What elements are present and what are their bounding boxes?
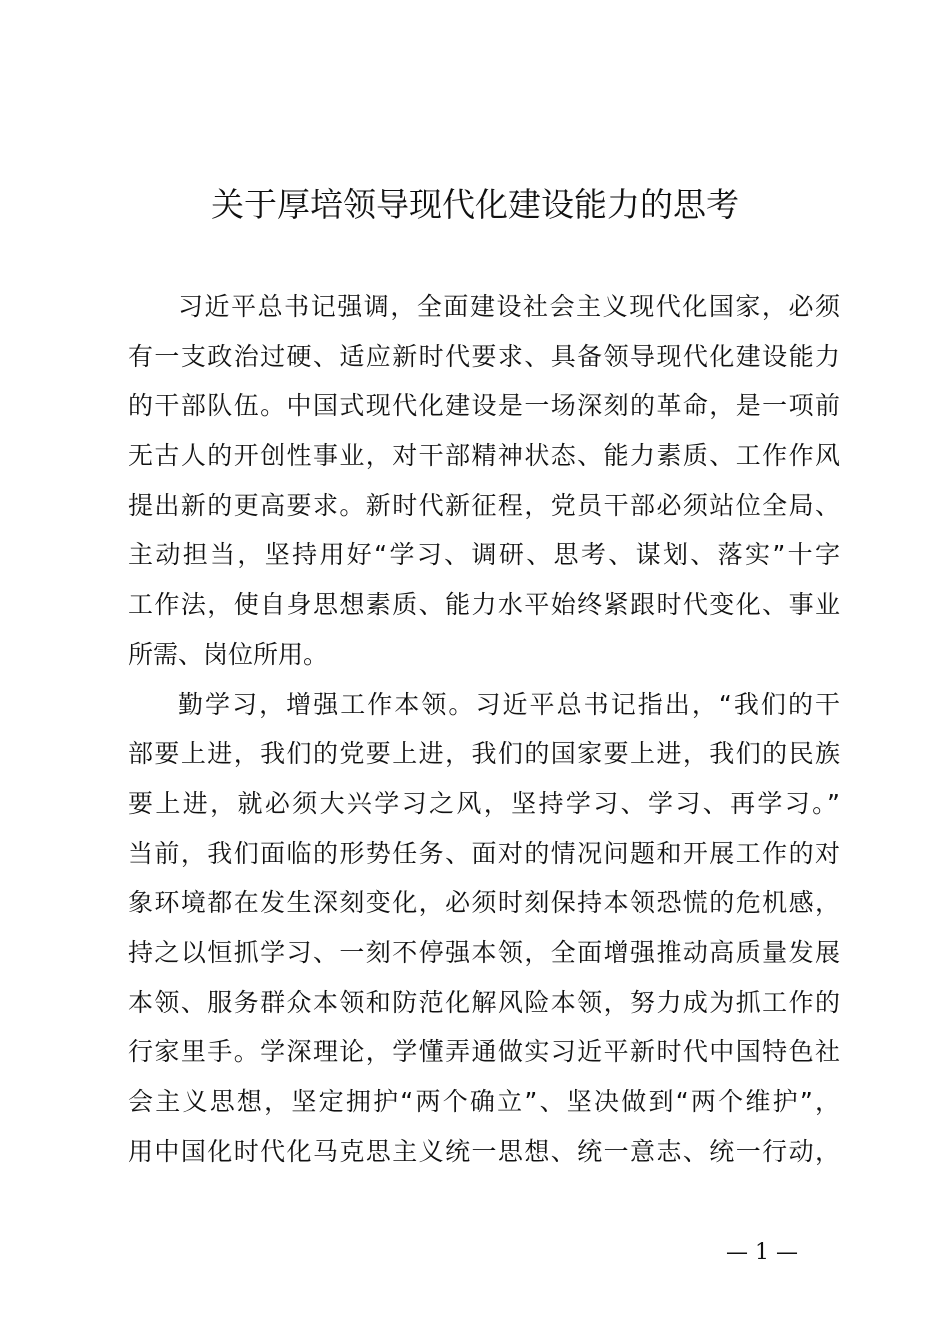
document-body <box>128 282 840 1176</box>
text-line: 勤学习，增强工作本领。习近平总书记指出，“我们的干 <box>178 689 840 719</box>
text-line: 部要上进，我们的党要上进，我们的国家要上进，我们的民族 <box>128 739 840 769</box>
text-line: 象环境都在发生深刻变化，必须时刻保持本领恐慌的危机感， <box>128 888 840 918</box>
text-line: 习近平总书记强调，全面建设社会主义现代化国家，必须 <box>178 292 840 321</box>
document-title: 关于厚培领导现代化建设能力的思考 <box>211 185 739 224</box>
text-line: 的干部队伍。中国式现代化建设是一场深刻的革命，是一项前 <box>128 391 840 421</box>
text-line: 用中国化时代化马克思主义统一思想、统一意志、统一行动， <box>128 1136 840 1166</box>
text-line: 所需、岗位所用。 <box>128 639 329 669</box>
text-line: 本领、服务群众本领和防范化解风险本领，努力成为抓工作的 <box>128 987 840 1017</box>
text-line: 当前，我们面临的形势任务、面对的情况问题和开展工作的对 <box>128 838 840 868</box>
text-line: 提出新的更高要求。新时代新征程，党员干部必须站位全局、 <box>128 490 840 520</box>
text-line: 要上进，就必须大兴学习之风，坚持学习、学习、再学习。” <box>128 788 840 818</box>
text-line: 会主义思想，坚定拥护“两个确立”、坚决做到“两个维护”， <box>128 1087 840 1116</box>
paragraph-study <box>128 680 840 1177</box>
text-line: 有一支政治过硬、适应新时代要求、具备领导现代化建设能力 <box>128 341 840 371</box>
page-number: — 1 — <box>726 1240 798 1265</box>
text-line: 行家里手。学深理论，学懂弄通做实习近平新时代中国特色社 <box>128 1037 840 1067</box>
text-line: 持之以恒抓学习、一刻不停强本领，全面增强推动高质量发展 <box>128 937 840 967</box>
text-line: 工作法，使自身思想素质、能力水平始终紧跟时代变化、事业 <box>128 590 840 620</box>
paragraph-intro <box>128 282 840 680</box>
text-line: 主动担当，坚持用好“学习、调研、思考、谋划、落实”十字 <box>128 540 840 570</box>
text-line: 无古人的开创性事业，对干部精神状态、能力素质、工作作风 <box>128 441 840 471</box>
